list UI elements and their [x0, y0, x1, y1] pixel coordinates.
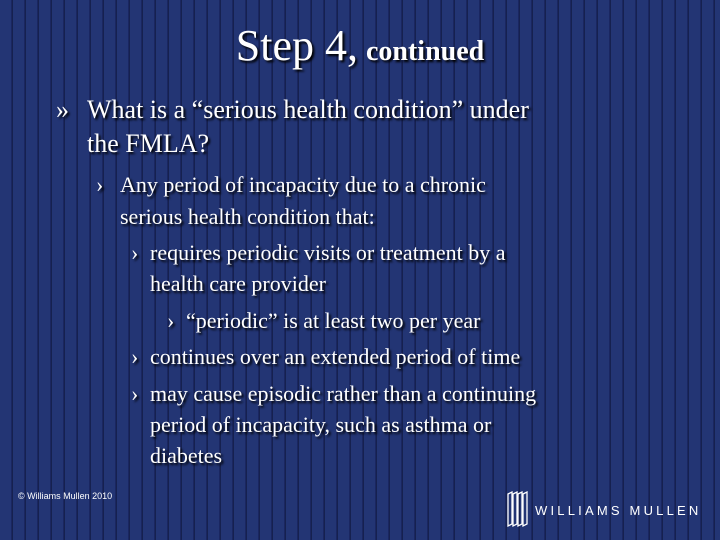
bullet-line: continues over an extended period of time	[150, 344, 521, 369]
bullet-line: Any period of incapacity due to a chronic	[120, 172, 486, 197]
bullet-line: serious health condition that:	[120, 204, 375, 229]
bullet-line: may cause episodic rather than a continuing	[150, 381, 537, 406]
copyright-notice: © Williams Mullen 2010	[18, 491, 113, 501]
bullet-line: “periodic” is at least two per year	[186, 308, 481, 333]
bullet-marker: ›	[167, 308, 175, 333]
bullet-line: the FMLA?	[87, 129, 210, 158]
bullet-marker: »	[56, 95, 69, 124]
williams-mullen-logo-icon	[506, 490, 530, 528]
slide-title-main: Step 4,	[235, 21, 358, 70]
bullet-marker: ›	[131, 344, 139, 369]
bullet-line: requires periodic visits or treatment by a	[150, 240, 506, 265]
bullet-line: diabetes	[150, 443, 223, 468]
logo-wordmark: WILLIAMS MULLEN	[535, 503, 702, 518]
bullet-line: period of incapacity, such as asthma or	[150, 412, 492, 437]
bullet-marker: ›	[131, 240, 139, 265]
bullet-line: health care provider	[150, 271, 326, 296]
slide-title-sub: continued	[365, 36, 485, 67]
bullet-marker: ›	[131, 381, 139, 406]
bullet-line: What is a “serious health condition” under	[87, 95, 529, 124]
bullet-marker: ›	[96, 172, 104, 197]
